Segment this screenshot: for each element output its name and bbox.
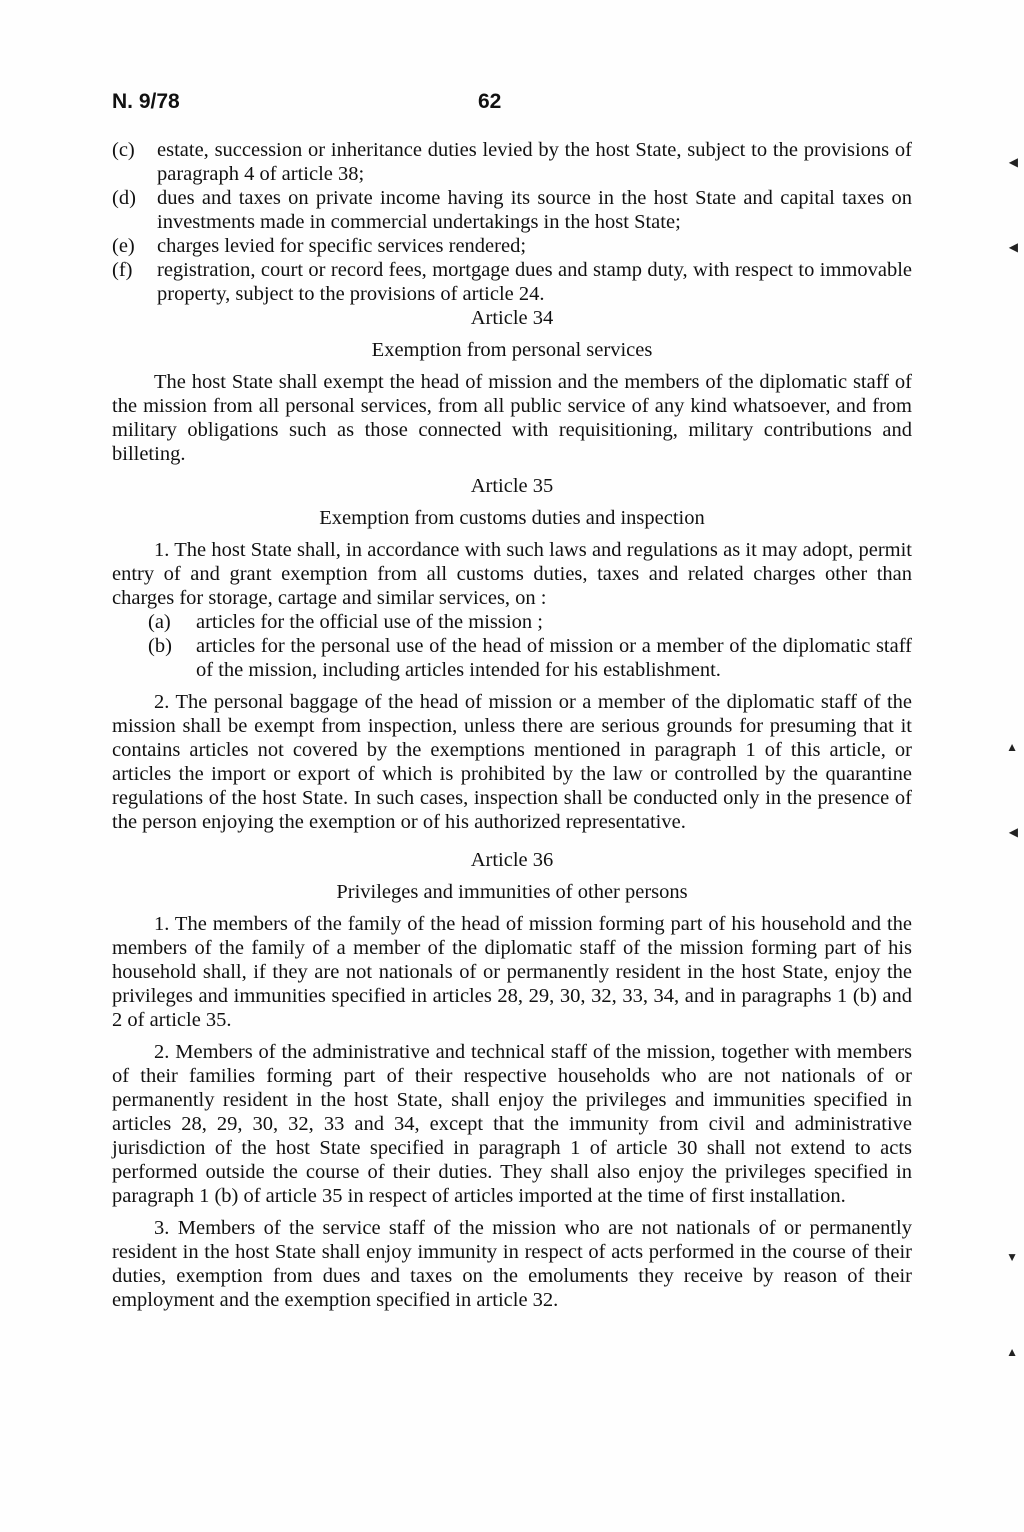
article-36-paragraph-1: 1. The members of the family of the head of mission forming part of his household and the members of the family of a member of the diplomatic staff of the mission forming part of his household shall, if they are not nationals of or permanently resident in the host State, enjoy the privileges and immunities specified in articles 28, 29, 30, 32, 33, 34, and in paragraphs 1 (b) and 2 of article 35. xyxy=(112,913,912,1031)
article-34-subtitle: Exemption from personal services xyxy=(371,339,653,361)
margin-arrow-icon: ◀ xyxy=(1008,240,1018,254)
list-item xyxy=(112,234,912,258)
article-36-title: Article 36 xyxy=(470,849,554,871)
list-text: articles for the official use of the mission ; xyxy=(196,611,543,633)
list-marker: (d) xyxy=(112,187,136,209)
article-35-paragraph-1: 1. The host State shall, in accordance with such laws and regulations as it may adopt, permit entry of and grant exemption from all customs duties, taxes and related charges other than charges for storage, cartage and similar services, on : xyxy=(112,539,912,609)
list-item xyxy=(130,634,912,682)
list-marker: (a) xyxy=(148,611,171,633)
margin-arrow-icon: ▲ xyxy=(1006,1345,1018,1359)
article-35-paragraph-2: 2. The personal baggage of the head of mission or a member of the diplomatic staff of the mission shall be exempt from inspection, unless there are serious grounds for presuming that it contains articles not covered by the exemptions mentioned in paragraph 1 of this article, or articles the import or export of which is prohibited by the law or controlled by the quarantine regulations of the host State. In such cases, inspection shall be conducted only in the presence of the person enjoying the exemption or of his authorized representative. xyxy=(112,691,912,833)
list-text: dues and taxes on private income having its source in the host State and capital taxes on investments made in commercial undertakings in the host State; xyxy=(157,187,912,233)
margin-arrow-icon: ▲ xyxy=(1006,740,1018,754)
list-item xyxy=(112,186,912,234)
document-number: N. 9/78 xyxy=(112,90,180,113)
margin-arrow-icon: ◀ xyxy=(1008,825,1018,839)
list-marker: (b) xyxy=(148,635,172,657)
list-item xyxy=(112,258,912,306)
page-body xyxy=(112,138,912,1312)
article-35-subtitle: Exemption from customs duties and inspection xyxy=(319,507,705,529)
list-text: charges levied for specific services rendered; xyxy=(157,235,527,257)
list-text: registration, court or record fees, mortgage dues and stamp duty, with respect to immovable property, subject to the provisions of article 24. xyxy=(157,259,912,305)
article-36-paragraph-3: 3. Members of the service staff of the mission who are not nationals of or permanently resident in the host State shall enjoy immunity in respect of acts performed in the course of their duties, exemption from dues and taxes on the emoluments they receive by reason of their employment and the exemption specified in article 32. xyxy=(112,1217,912,1311)
article-36-subtitle: Privileges and immunities of other persons xyxy=(336,881,688,903)
list-item xyxy=(112,138,912,186)
list-text: articles for the personal use of the head of mission or a member of the diplomatic staff of the mission, including articles intended for his establishment. xyxy=(196,635,912,681)
page-header xyxy=(112,90,912,124)
page-number: 62 xyxy=(478,90,502,113)
margin-arrow-icon: ▼ xyxy=(1006,1250,1018,1264)
article-34-title: Article 34 xyxy=(470,307,554,329)
margin-arrow-icon: ◀ xyxy=(1008,155,1018,169)
list-item xyxy=(130,610,912,634)
list-marker: (e) xyxy=(112,235,135,257)
article-34-paragraph: The host State shall exempt the head of mission and the members of the diplomatic staff of the mission from all personal services, from all public service of any kind whatsoever, and from military obligations such as those connected with requisitioning, military contributions and billeting. xyxy=(112,371,912,465)
list-marker: (f) xyxy=(112,259,133,281)
article-36-paragraph-2: 2. Members of the administrative and technical staff of the mission, together with members of their families forming part of their respective households who are not nationals of or permanently resident in the host State, shall enjoy the privileges and immunities specified in articles 28, 29, 30, 32, 33 and 34, except that the immunity from civil and administrative jurisdiction of the host State specified in paragraph 1 of article 30 shall not extend to acts performed outside the course of their duties. They shall also enjoy the privileges specified in paragraph 1 (b) of article 35 in respect of articles imported at the time of first installation. xyxy=(112,1041,912,1207)
article-35-title: Article 35 xyxy=(470,475,554,497)
list-text: estate, succession or inheritance duties levied by the host State, subject to the provisions of paragraph 4 of article 38; xyxy=(157,139,912,185)
list-marker: (c) xyxy=(112,139,135,161)
